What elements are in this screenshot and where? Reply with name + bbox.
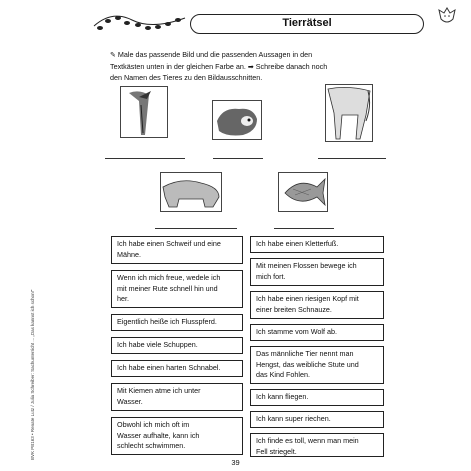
instruction-line-1: Male das passende Bild und die passenden Aussagen in den <box>117 50 313 59</box>
statement-text: Eigentlich heiße ich Flusspferd. <box>117 317 217 326</box>
statement-box[interactable] <box>111 270 243 308</box>
picture-hippo-cutout[interactable] <box>160 172 222 212</box>
instructions <box>110 50 410 84</box>
statement-box[interactable] <box>111 360 243 377</box>
statement-text: Wasser. <box>117 396 143 406</box>
page-title: Tierrätsel <box>282 17 332 29</box>
answer-line-horse[interactable] <box>318 158 386 159</box>
picture-parrot-cutout[interactable] <box>120 86 168 138</box>
instruction-line-2: Textkästen unten in der gleichen Farbe an. <box>110 61 246 71</box>
statement-box[interactable] <box>250 411 384 428</box>
statement-text: Ich habe einen Schweif und eine <box>117 239 221 248</box>
instruction-line-3: den Namen des Tieres zu den Bildausschnitten. <box>110 73 263 82</box>
picture-dog-cutout[interactable] <box>212 100 262 140</box>
fish-image <box>279 173 327 211</box>
statement-text: Ich habe einen riesigen Kopf mit <box>256 294 359 303</box>
statement-text: Ich habe einen Kletterfuß. <box>256 239 339 248</box>
paw-prints-icon <box>92 6 187 38</box>
dog-image <box>213 101 261 139</box>
statement-text: Ich kann fliegen. <box>256 392 309 401</box>
statement-text: Fell striegelt. <box>256 446 297 456</box>
statement-text: Ich kann super riechen. <box>256 414 331 423</box>
answer-line-parrot[interactable] <box>105 158 185 159</box>
statement-text: das Kind Fohlen. <box>256 370 310 379</box>
answer-line-hippo[interactable] <box>155 228 237 229</box>
statement-text: Wenn ich mich freue, wedele ich <box>117 273 221 282</box>
statement-box[interactable] <box>111 417 243 455</box>
statement-box[interactable] <box>250 324 384 341</box>
statement-text: Ich habe einen harten Schnabel. <box>117 363 221 372</box>
parrot-image <box>121 87 167 137</box>
statement-box[interactable] <box>111 236 243 264</box>
statement-text: Mit Kiemen atme ich unter <box>117 386 201 395</box>
statement-text: her. <box>117 294 129 303</box>
pencil-icon: ✎ <box>110 52 116 59</box>
statement-box[interactable] <box>111 383 243 411</box>
statement-box[interactable] <box>250 236 384 253</box>
statement-text: Hengst, das weibliche Stute und <box>256 359 359 369</box>
statement-text: Ich stamme vom Wolf ab. <box>256 327 337 336</box>
statement-text: Mit meinen Flossen bewege ich <box>256 261 357 270</box>
copyright-text: BVK PB163 • Renate Lutz / Julia Schreiber: Sachunterricht ... „Das kannst ich schon!“ <box>30 289 35 460</box>
statement-box[interactable] <box>250 258 384 286</box>
copyright-note <box>30 280 40 460</box>
statement-text: mit meiner Rute schnell hin und <box>117 283 218 293</box>
statement-box[interactable] <box>250 389 384 406</box>
title-bar <box>190 14 424 34</box>
statement-box[interactable] <box>250 433 384 457</box>
picture-fish-cutout[interactable] <box>278 172 328 212</box>
answer-line-fish[interactable] <box>274 228 334 229</box>
statement-text: Wasser aufhalte, kann ich <box>117 430 200 440</box>
horse-image <box>326 85 372 141</box>
statement-box[interactable] <box>111 337 243 354</box>
instruction-line-2b: Schreibe danach noch <box>255 61 328 71</box>
statement-text: Mähne. <box>117 249 141 259</box>
statement-text: Ich habe viele Schuppen. <box>117 340 198 349</box>
picture-horse-cutout[interactable] <box>325 84 373 142</box>
statement-text: Das männliche Tier nennt man <box>256 349 354 358</box>
statement-box[interactable] <box>250 291 384 319</box>
statement-box[interactable] <box>111 314 243 331</box>
hippo-image <box>161 173 221 211</box>
page-number: 39 <box>231 458 240 467</box>
statement-text: schlecht schwimmen. <box>117 441 186 450</box>
statement-text: einer breiten Schnauze. <box>256 304 332 314</box>
statement-box[interactable] <box>250 346 384 384</box>
arrow-right-icon: ➡ <box>247 63 254 71</box>
statement-text: mich fort. <box>256 271 286 281</box>
statement-text: Obwohl ich mich oft im <box>117 420 190 429</box>
fox-head-icon <box>436 4 458 26</box>
statement-text: Ich finde es toll, wenn man mein <box>256 436 359 445</box>
answer-line-dog[interactable] <box>213 158 263 159</box>
